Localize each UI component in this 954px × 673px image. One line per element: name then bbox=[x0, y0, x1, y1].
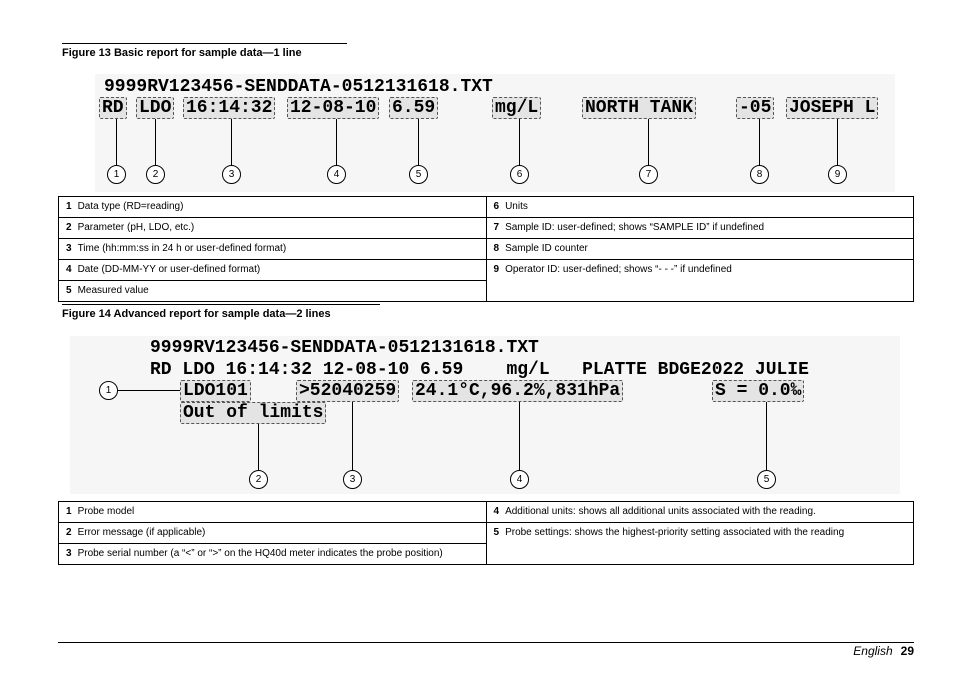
fig14-token-serial: >52040259 bbox=[296, 380, 399, 402]
legend-number: 2 bbox=[66, 527, 72, 538]
legend-number: 4 bbox=[493, 506, 500, 517]
fig13-callout-4: 4 bbox=[327, 165, 346, 184]
legend-number: 5 bbox=[493, 527, 500, 538]
fig14-legend-table bbox=[58, 501, 914, 565]
fig13-legend-cell bbox=[59, 260, 487, 281]
fig13-legend-cell bbox=[59, 197, 487, 218]
fig13-callout-9: 9 bbox=[828, 165, 847, 184]
fig14-leader-5 bbox=[766, 402, 767, 470]
figure-14-title: Figure 14 Advanced report for sample data—2 lines bbox=[62, 304, 380, 320]
legend-text: Time (hh:mm:ss in 24 h or user-defined format) bbox=[77, 243, 287, 254]
fig14-token-error: Out of limits bbox=[180, 402, 326, 424]
fig13-token-value: 6.59 bbox=[389, 97, 438, 119]
legend-text: Units bbox=[505, 201, 528, 212]
legend-text: Probe model bbox=[77, 506, 135, 517]
fig14-callout-5: 5 bbox=[757, 470, 776, 489]
figure-13-title: Figure 13 Basic report for sample data—1 line bbox=[62, 43, 347, 59]
fig14-report-line: RD LDO 16:14:32 12-08-10 6.59 mg/L PLATTE BDGE2022 JULIE bbox=[150, 360, 809, 380]
legend-text: Additional units: shows all additional units associated with the reading. bbox=[505, 506, 816, 517]
legend-text: Probe serial number (a “<” or “>” on the HQ40d meter indicates the probe position) bbox=[77, 548, 443, 559]
legend-number: 8 bbox=[493, 243, 500, 254]
legend-text: Date (DD-MM-YY or user-defined format) bbox=[77, 264, 261, 275]
fig13-token-operator: JOSEPH L bbox=[786, 97, 878, 119]
fig13-callout-7: 7 bbox=[639, 165, 658, 184]
fig13-leader-5 bbox=[418, 119, 419, 165]
legend-text: Sample ID counter bbox=[505, 243, 588, 254]
fig14-callout-2: 2 bbox=[249, 470, 268, 489]
fig13-callout-5: 5 bbox=[409, 165, 428, 184]
fig13-token-sample-id: NORTH TANK bbox=[582, 97, 696, 119]
legend-number: 2 bbox=[66, 222, 72, 233]
page-number: 29 bbox=[900, 644, 914, 658]
fig13-legend-row bbox=[59, 239, 914, 260]
fig13-legend-row bbox=[59, 197, 914, 218]
legend-number: 5 bbox=[66, 285, 72, 296]
fig14-token-probe-model: LDO101 bbox=[180, 380, 251, 402]
fig13-callout-8: 8 bbox=[750, 165, 769, 184]
fig13-leader-2 bbox=[155, 119, 156, 165]
fig13-leader-4 bbox=[336, 119, 337, 165]
legend-number: 6 bbox=[493, 201, 500, 212]
legend-number: 9 bbox=[493, 264, 500, 275]
legend-text: Probe settings: shows the highest-priority setting associated with the reading bbox=[505, 527, 845, 538]
fig14-leader-4 bbox=[519, 402, 520, 470]
legend-text: Measured value bbox=[77, 285, 149, 296]
fig13-leader-1 bbox=[116, 119, 117, 165]
fig14-legend-cell bbox=[486, 502, 914, 523]
fig14-callout-4: 4 bbox=[510, 470, 529, 489]
legend-number: 1 bbox=[66, 201, 72, 212]
legend-text: Data type (RD=reading) bbox=[77, 201, 184, 212]
legend-text: Error message (if applicable) bbox=[77, 527, 206, 538]
fig13-callout-3: 3 bbox=[222, 165, 241, 184]
fig13-leader-9 bbox=[837, 119, 838, 165]
legend-text: Operator ID: user-defined; shows “- - -” if undefined bbox=[505, 264, 732, 275]
fig13-legend-row bbox=[59, 218, 914, 239]
fig13-token-units: mg/L bbox=[492, 97, 541, 119]
fig13-leader-3 bbox=[231, 119, 232, 165]
fig13-token-counter: -05 bbox=[736, 97, 774, 119]
footer-rule bbox=[58, 642, 914, 643]
fig14-legend-cell bbox=[486, 523, 914, 565]
fig13-legend-cell bbox=[59, 239, 487, 260]
footer-language: English bbox=[853, 644, 893, 658]
fig13-leader-6 bbox=[519, 119, 520, 165]
fig13-callout-1: 1 bbox=[107, 165, 126, 184]
fig13-token-parameter: LDO bbox=[136, 97, 174, 119]
fig14-token-units: 24.1°C,96.2%,831hPa bbox=[412, 380, 623, 402]
fig13-legend-table bbox=[58, 196, 914, 302]
fig13-legend-cell bbox=[486, 260, 914, 302]
fig14-legend-cell bbox=[59, 502, 487, 523]
fig13-legend-cell bbox=[486, 197, 914, 218]
fig14-callout-3: 3 bbox=[343, 470, 362, 489]
fig13-callout-2: 2 bbox=[146, 165, 165, 184]
fig13-callout-6: 6 bbox=[510, 165, 529, 184]
fig14-legend-cell bbox=[59, 523, 487, 544]
fig13-filename: 9999RV123456-SENDDATA-0512131618.TXT bbox=[104, 77, 493, 97]
legend-number: 4 bbox=[66, 264, 72, 275]
fig14-legend-row bbox=[59, 502, 914, 523]
legend-text: Parameter (pH, LDO, etc.) bbox=[77, 222, 195, 233]
fig13-leader-7 bbox=[648, 119, 649, 165]
fig14-legend-row bbox=[59, 523, 914, 544]
fig14-leader-2 bbox=[258, 424, 259, 470]
fig13-legend-row bbox=[59, 260, 914, 281]
fig14-filename: 9999RV123456-SENDDATA-0512131618.TXT bbox=[150, 338, 539, 358]
fig13-token-time: 16:14:32 bbox=[183, 97, 275, 119]
fig13-legend-cell bbox=[59, 281, 487, 302]
legend-number: 3 bbox=[66, 548, 72, 559]
fig14-leader-3 bbox=[352, 402, 353, 470]
legend-text: Sample ID: user-defined; shows “SAMPLE ID” if undefined bbox=[505, 222, 765, 233]
legend-number: 7 bbox=[493, 222, 500, 233]
legend-number: 3 bbox=[66, 243, 72, 254]
fig14-token-settings: S = 0.0‰ bbox=[712, 380, 804, 402]
page-footer bbox=[853, 644, 914, 658]
fig14-leader-1 bbox=[116, 390, 180, 391]
fig13-token-data-type: RD bbox=[99, 97, 127, 119]
fig13-legend-cell bbox=[486, 239, 914, 260]
legend-number: 1 bbox=[66, 506, 72, 517]
fig13-leader-8 bbox=[759, 119, 760, 165]
fig13-token-date: 12-08-10 bbox=[287, 97, 379, 119]
fig13-legend-cell bbox=[486, 218, 914, 239]
fig14-callout-1: 1 bbox=[99, 381, 118, 400]
fig14-legend-cell bbox=[59, 544, 487, 565]
fig13-legend-cell bbox=[59, 218, 487, 239]
